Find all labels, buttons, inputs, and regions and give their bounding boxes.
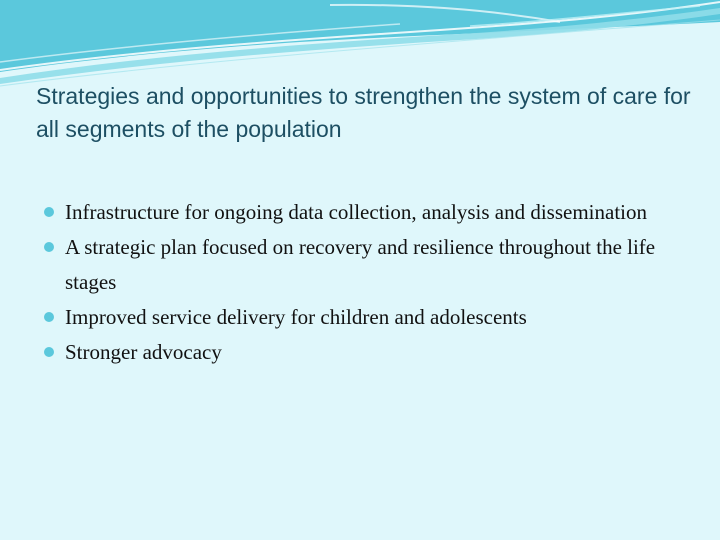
list-item bbox=[44, 335, 664, 370]
list-item bbox=[44, 300, 664, 335]
bullet-icon bbox=[44, 242, 54, 252]
bullet-text: Stronger advocacy bbox=[65, 340, 222, 364]
bullet-icon bbox=[44, 312, 54, 322]
bullet-icon bbox=[44, 207, 54, 217]
list-item bbox=[44, 195, 664, 230]
bullet-text: Improved service delivery for children and adolescents bbox=[65, 305, 527, 329]
bullet-text: Infrastructure for ongoing data collection, analysis and dissemination bbox=[65, 200, 648, 224]
decorative-wave-header bbox=[0, 0, 720, 90]
bullet-text: A strategic plan focused on recovery and resilience throughout the life stages bbox=[65, 235, 656, 294]
slide-title: Strategies and opportunities to strengthen the system of care for all segments of the population bbox=[36, 83, 691, 142]
list-item bbox=[44, 230, 664, 300]
bullet-icon bbox=[44, 347, 54, 357]
bullet-list bbox=[44, 195, 664, 370]
